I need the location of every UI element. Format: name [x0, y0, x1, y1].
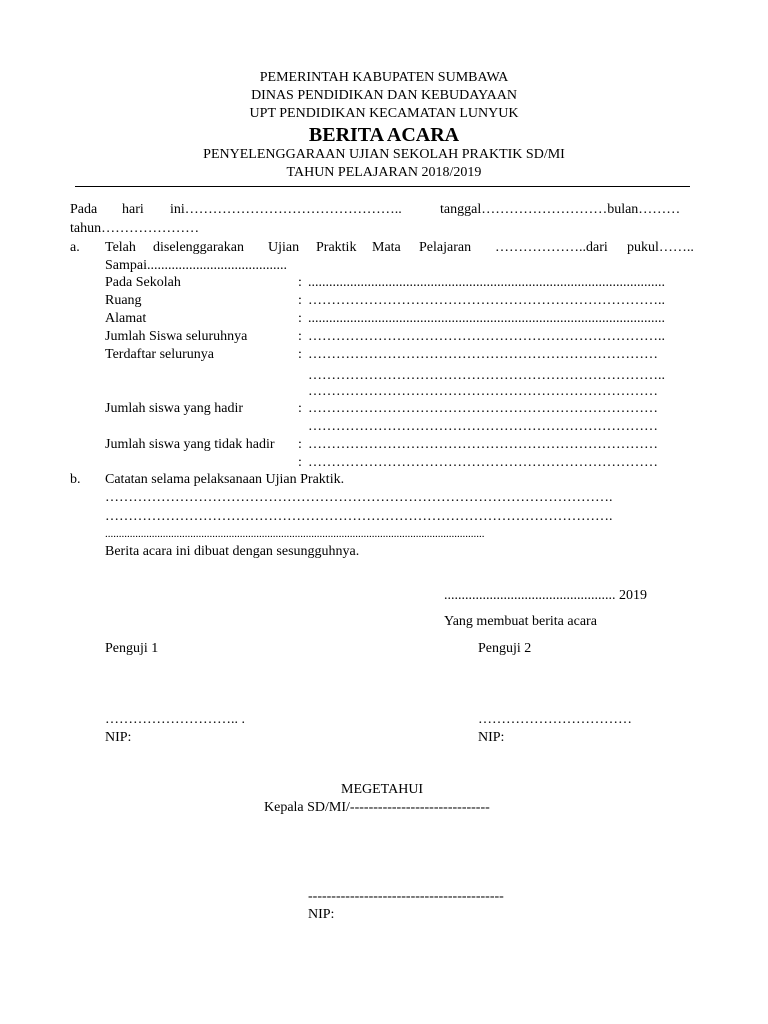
section-a-word: Praktik: [316, 240, 357, 255]
approval-signature-line: ------------------------------------------: [308, 889, 504, 904]
field-dots-continuation: …………………………………………………………………: [308, 419, 658, 434]
penguji-2-signature-line: ……………………………: [478, 712, 632, 727]
intro-tahun: tahun…………………: [70, 221, 200, 236]
section-a-word: Pelajaran: [419, 240, 472, 255]
document-subtitle-2: TAHUN PELAJARAN 2018/2019: [286, 165, 482, 180]
notes-line: ……………………………………………………………………………………………….: [105, 490, 613, 505]
section-a-marker: a.: [70, 240, 80, 255]
penguji-1-nip: NIP:: [105, 730, 132, 745]
section-a-word: diselenggarakan: [153, 240, 244, 255]
penguji-1-label: Penguji 1: [105, 641, 159, 656]
penguji-2-nip: NIP:: [478, 730, 505, 745]
field-label: Jumlah siswa yang tidak hadir: [105, 437, 275, 452]
section-a-sampai: Sampai........................................: [105, 258, 287, 273]
header-line-1: PEMERINTAH KABUPATEN SUMBAWA: [259, 70, 509, 85]
penguji-2-label: Penguji 2: [478, 641, 532, 656]
section-a-word: Ujian: [268, 240, 300, 255]
field-colon: :: [298, 293, 302, 308]
header-line-2: DINAS PENDIDIKAN DAN KEBUDAYAAN: [251, 88, 517, 103]
field-colon: :: [298, 401, 302, 416]
section-b-marker: b.: [70, 472, 81, 487]
field-colon: :: [298, 275, 302, 290]
field-dots: ......................................................................................................: [308, 311, 665, 326]
field-dots-continuation: …………………………………………………………………..: [308, 368, 665, 383]
closing-statement: Berita acara ini dibuat dengan sesungguhnya.: [105, 544, 360, 559]
field-dots: …………………………………………………………………: [308, 437, 658, 452]
header-line-3: UPT PENDIDIKAN KECAMATAN LUNYUK: [249, 106, 519, 121]
field-dots: …………………………………………………………………: [308, 401, 658, 416]
field-label: Pada Sekolah: [105, 275, 181, 290]
field-label: Jumlah siswa yang hadir: [105, 401, 244, 416]
field-label: Terdaftar selurunya: [105, 347, 215, 362]
field-colon: :: [298, 347, 302, 362]
field-dots-continuation: …………………………………………………………………: [308, 384, 658, 399]
penguji-1-signature-line: ……………………….. .: [105, 712, 245, 727]
field-colon: :: [298, 437, 302, 452]
document-title: BERITA ACARA: [308, 124, 460, 146]
place-date: ................................................. 2019: [444, 588, 647, 603]
field-label: Ruang: [105, 293, 142, 308]
field-dots: ......................................................................................................: [308, 275, 665, 290]
section-b-label: Catatan selama pelaksanaan Ujian Praktik.: [105, 472, 345, 487]
field-dots: …………………………………………………………………: [308, 455, 658, 470]
field-label: Jumlah Siswa seluruhnya: [105, 329, 248, 344]
field-dots: …………………………………………………………………..: [308, 293, 665, 308]
field-colon: :: [298, 329, 302, 344]
field-colon: :: [298, 455, 302, 470]
maker-label: Yang membuat berita acara: [444, 614, 597, 629]
approval-nip: NIP:: [308, 907, 335, 922]
approval-kepala: Kepala SD/MI/------------------------------: [264, 800, 490, 815]
intro-ini: ini………………………………………..: [170, 202, 402, 217]
notes-line: ……………………………………………………………………………………………….: [105, 509, 613, 524]
field-label: Alamat: [105, 311, 147, 326]
intro-pada: Pada: [70, 202, 98, 217]
notes-line: ..........................................................................................................................................: [105, 528, 485, 540]
intro-hari: hari: [122, 202, 144, 217]
section-a-word: pukul……..: [627, 240, 694, 255]
section-a-word: ………………..dari: [495, 240, 608, 255]
field-dots: …………………………………………………………………: [308, 347, 658, 362]
section-a-word: Telah: [105, 240, 136, 255]
section-a-word: Mata: [372, 240, 401, 255]
field-colon: :: [298, 311, 302, 326]
field-dots: …………………………………………………………………..: [308, 329, 665, 344]
header-divider: [75, 186, 690, 187]
approval-title: MEGETAHUI: [341, 782, 424, 797]
document-subtitle-1: PENYELENGGARAAN UJIAN SEKOLAH PRAKTIK SD/MI: [203, 147, 565, 162]
intro-tanggal: tanggal………………………bulan………: [440, 202, 681, 217]
